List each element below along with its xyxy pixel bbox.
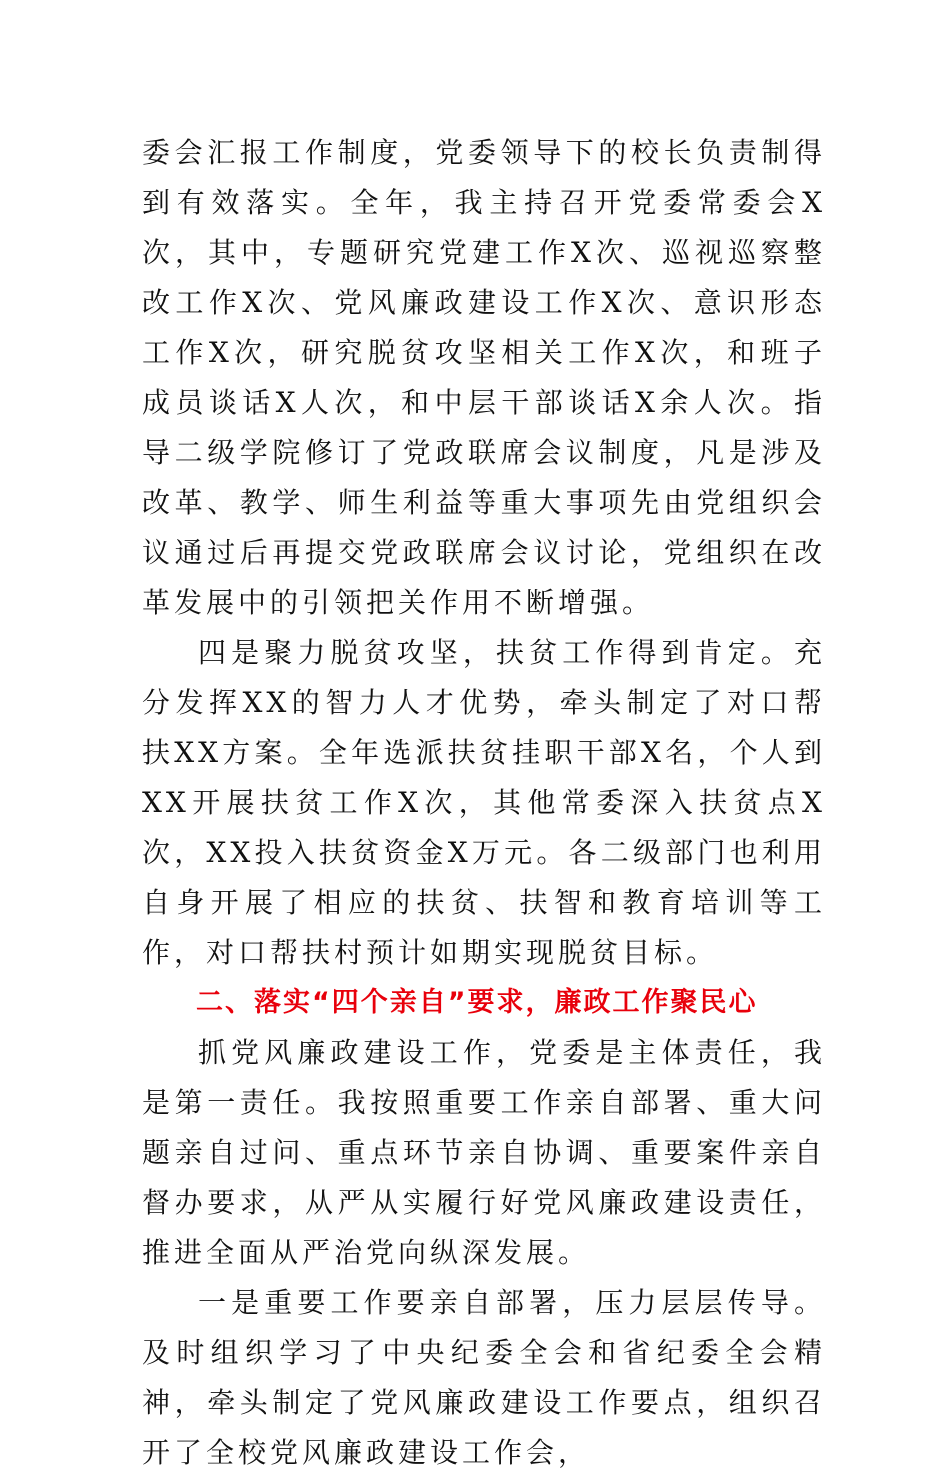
document-body xyxy=(142,128,826,1478)
paragraph-deployment: 一是重要工作要亲自部署，压力层层传导。及时组织学习了中央纪委全会和省纪委全会精神，牵头制定了党风廉政建设工作要点，组织召开了全校党风廉政建设工作会， xyxy=(142,1286,826,1469)
paragraph-continuation: 委会汇报工作制度，党委领导下的校长负责制得到有效落实。全年，我主持召开党委常委会X次，其中，专题研究党建工作X次、巡视巡察整改工作X次、党风廉政建设工作X次、意识形态工作X次，研究脱贫攻坚相关工作X次，和班子成员谈话X人次，和中层干部谈话X余人次。指导二级学院修订了党政联席会议制度，凡是涉及改革、教学、师生利益等重大事项先由党组织会议通过后再提交党政联席会议讨论，党组织在改革发展中的引领把关作用不断增强。 xyxy=(142,136,826,619)
paragraph-anti-corruption-responsibility: 抓党风廉政建设工作，党委是主体责任，我是第一责任。我按照重要工作亲自部署、重大问题亲自过问、重点环节亲自协调、重要案件亲自督办要求，从严从实履行好党风廉政建设责任，推进全面从严治党向纵深发展。 xyxy=(142,1036,826,1269)
section-heading: 二、落实“四个亲自”要求，廉政工作聚民心 xyxy=(196,987,758,1018)
paragraph-poverty-alleviation: 四是聚力脱贫攻坚，扶贫工作得到肯定。充分发挥XX的智力人才优势，牵头制定了对口帮扶XX方案。全年选派扶贫挂职干部X名，个人到XX开展扶贫工作X次，其他常委深入扶贫点X次，XX投入扶贫资金X万元。各二级部门也利用自身开展了相应的扶贫、扶智和教育培训等工作，对口帮扶村预计如期实现脱贫目标。 xyxy=(142,636,826,969)
